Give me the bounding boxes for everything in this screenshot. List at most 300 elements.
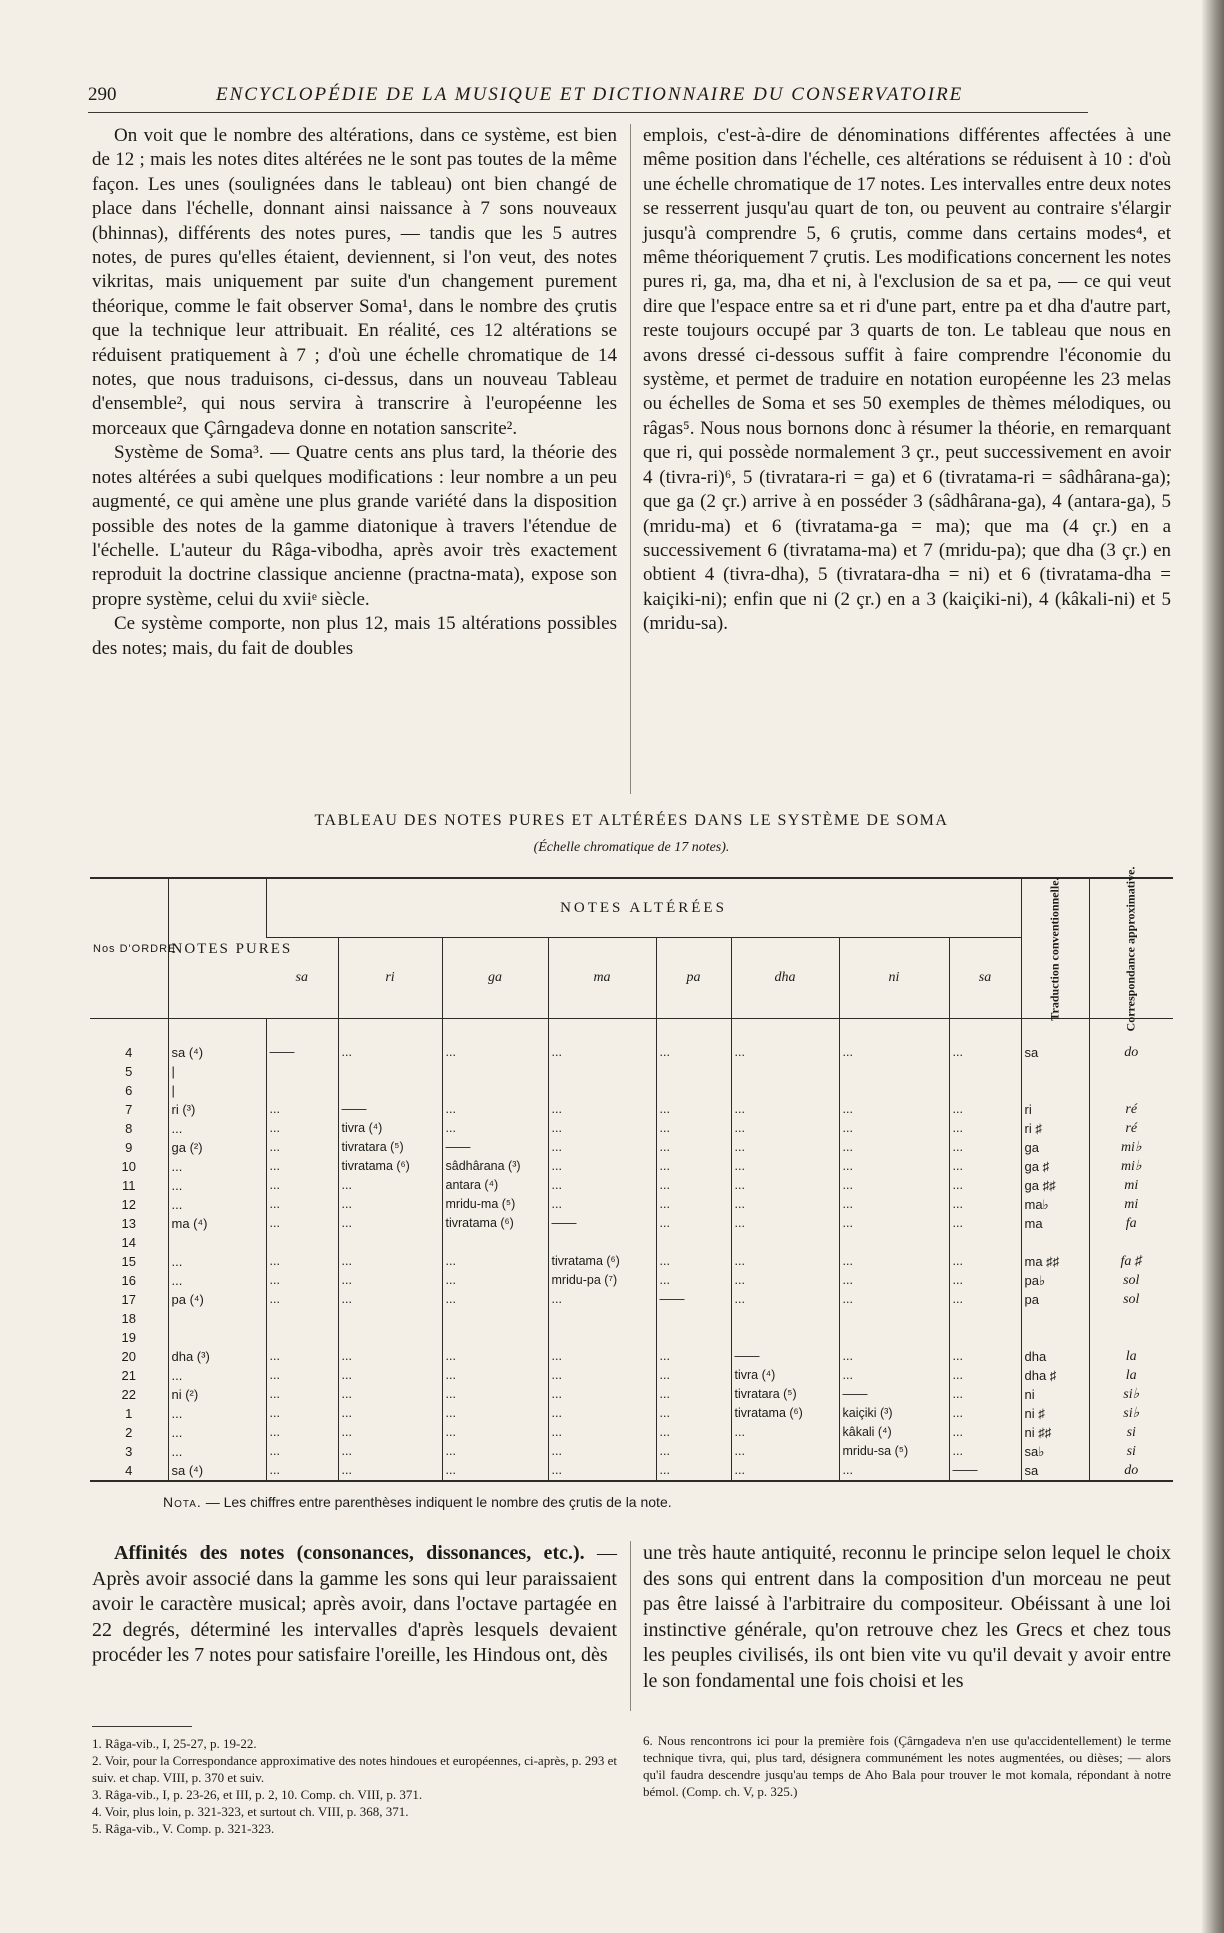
altered-note-cell: [338, 1062, 442, 1081]
subcolumn-header: sa: [266, 938, 338, 1019]
table-note-text: — Les chiffres entre parenthèses indiquent le nombre des çrutis de la note.: [201, 1494, 672, 1510]
left-column-top: [92, 124, 617, 661]
altered-note-cell: ...: [548, 1100, 656, 1119]
table-row: [90, 1157, 1173, 1176]
altered-note-cell: tivratama (⁶): [731, 1404, 839, 1423]
column-header-traduction-label: Traduction conventionnelle.: [1047, 876, 1062, 1021]
altered-note-cell: ...: [548, 1195, 656, 1214]
altered-note-cell: ——: [656, 1290, 731, 1309]
altered-note-cell: ...: [338, 1385, 442, 1404]
altered-note-cell: ...: [839, 1214, 949, 1233]
traduction-cell: ri: [1021, 1100, 1089, 1119]
altered-note-cell: [266, 1309, 338, 1328]
altered-note-cell: ...: [442, 1442, 548, 1461]
pure-note-cell: ...: [168, 1195, 266, 1214]
section-heading: Affinités des notes (consonances, dissonances, etc.).: [114, 1542, 585, 1564]
altered-note-cell: mridu-pa (⁷): [548, 1271, 656, 1290]
altered-note-cell: ...: [266, 1119, 338, 1138]
altered-note-cell: [266, 1233, 338, 1252]
table-spacer-row: [90, 1019, 1173, 1044]
subcolumn-header: pa: [656, 938, 731, 1019]
column-divider: [630, 1541, 631, 1711]
paragraph: une très haute antiquité, reconnu le principe selon lequel le choix des sons qui entrent dans la composition d'un morceau ne peut pas être laissé à l'arbitraire du compositeur. Obéissant à une loi instinctive générale, qu'on retrouve chez les Grecs et chez tous les peuples civilisés, ils ont bien vite vu qu'il devait y avoir entre le son fondamental une fois choisi et les: [643, 1542, 1171, 1692]
altered-note-cell: [442, 1233, 548, 1252]
traduction-cell: sa♭: [1021, 1442, 1089, 1461]
correspondance-cell: si: [1089, 1423, 1173, 1442]
altered-note-cell: ...: [839, 1043, 949, 1062]
table-row: [90, 1100, 1173, 1119]
table-row: [90, 1404, 1173, 1423]
altered-note-cell: ...: [338, 1214, 442, 1233]
order-number-cell: 13: [121, 1216, 136, 1231]
order-number-cell: 7: [125, 1102, 133, 1117]
order-number-cell: 20: [121, 1349, 136, 1364]
notes-table-body: [90, 1019, 1173, 1482]
pure-note-cell: ...: [168, 1252, 266, 1271]
traduction-cell: ma♭: [1021, 1195, 1089, 1214]
altered-note-cell: ...: [266, 1157, 338, 1176]
pure-note-cell: ...: [168, 1366, 266, 1385]
paragraph: [92, 1541, 617, 1669]
table-note: [163, 1494, 672, 1510]
correspondance-cell: mi: [1089, 1195, 1173, 1214]
altered-note-cell: [731, 1309, 839, 1328]
altered-note-cell: ...: [656, 1157, 731, 1176]
header-rule: [88, 112, 1088, 113]
table-subtitle: (Échelle chromatique de 17 notes).: [533, 840, 730, 855]
altered-note-cell: ...: [949, 1176, 1021, 1195]
altered-note-cell: [731, 1328, 839, 1347]
table-row: [90, 1309, 1173, 1328]
correspondance-cell: sol: [1089, 1290, 1173, 1309]
order-number-cell: 5: [125, 1064, 133, 1079]
correspondance-cell: mi♭: [1089, 1138, 1173, 1157]
paragraph: Système de Soma³. — Quatre cents ans plus tard, la théorie des notes altérées a subi quelques modifications : leur nombre a un peu augmenté, ce qui amène une plus grande variété dans la disposition possible des notes de la gamme diatonique à travers l'étendue de l'échelle. L'auteur du Râga-vibodha, après avoir très exactement reproduit la doctrine classique ancienne (practna-mata), expose son propre système, celui du xviiᵉ siècle.: [92, 442, 617, 610]
altered-note-cell: [548, 1062, 656, 1081]
traduction-cell: [1021, 1081, 1089, 1100]
altered-note-cell: tivratama (⁶): [548, 1252, 656, 1271]
traduction-cell: [1021, 1309, 1089, 1328]
altered-note-cell: tivratara (⁵): [731, 1385, 839, 1404]
altered-note-cell: kâkali (⁴): [839, 1423, 949, 1442]
altered-note-cell: ...: [656, 1461, 731, 1481]
correspondance-cell: mi: [1089, 1176, 1173, 1195]
altered-note-cell: ...: [266, 1461, 338, 1481]
altered-note-cell: ...: [656, 1385, 731, 1404]
altered-note-cell: ...: [338, 1043, 442, 1062]
altered-note-cell: [949, 1233, 1021, 1252]
table-row: [90, 1461, 1173, 1481]
table-row: [90, 1271, 1173, 1290]
correspondance-cell: [1089, 1081, 1173, 1100]
pure-note-cell: dha (³): [168, 1347, 266, 1366]
altered-note-cell: ...: [731, 1423, 839, 1442]
altered-note-cell: [656, 1309, 731, 1328]
altered-note-cell: [656, 1062, 731, 1081]
subcolumn-header: sa: [949, 938, 1021, 1019]
traduction-cell: pa♭: [1021, 1271, 1089, 1290]
altered-note-cell: [949, 1062, 1021, 1081]
pure-note-cell: |: [168, 1081, 266, 1100]
pure-note-cell: |: [168, 1062, 266, 1081]
pure-note-cell: ga (²): [168, 1138, 266, 1157]
footnote: 1. Râga-vib., I, 25-27, p. 19-22.: [92, 1736, 257, 1751]
altered-note-cell: ...: [731, 1271, 839, 1290]
altered-note-cell: ...: [656, 1043, 731, 1062]
correspondance-cell: do: [1089, 1043, 1173, 1062]
altered-note-cell: ...: [949, 1100, 1021, 1119]
altered-note-cell: ...: [949, 1043, 1021, 1062]
correspondance-cell: sol: [1089, 1271, 1173, 1290]
footnote: 2. Voir, pour la Correspondance approximative des notes hindoues et européennes, ci-après, p. 293 et suiv. et chap. VIII, p. 370 et suiv.: [92, 1753, 617, 1785]
traduction-cell: dha ♯: [1021, 1366, 1089, 1385]
altered-note-cell: ...: [731, 1252, 839, 1271]
altered-note-cell: ...: [656, 1100, 731, 1119]
order-number-cell: 14: [121, 1235, 136, 1250]
order-number-cell: 11: [122, 1178, 136, 1193]
altered-note-cell: ...: [731, 1176, 839, 1195]
table-row: [90, 1423, 1173, 1442]
altered-note-cell: [839, 1328, 949, 1347]
altered-note-cell: [949, 1081, 1021, 1100]
pure-note-cell: [168, 1328, 266, 1347]
altered-note-cell: [338, 1309, 442, 1328]
correspondance-cell: si♭: [1089, 1385, 1173, 1404]
altered-note-cell: ...: [442, 1461, 548, 1481]
order-number-cell: 10: [121, 1159, 136, 1174]
altered-note-cell: ...: [656, 1176, 731, 1195]
pure-note-cell: ma (⁴): [168, 1214, 266, 1233]
altered-note-cell: ...: [949, 1195, 1021, 1214]
altered-note-cell: ...: [949, 1290, 1021, 1309]
traduction-cell: sa: [1021, 1461, 1089, 1481]
correspondance-cell: la: [1089, 1366, 1173, 1385]
table-row: [90, 1081, 1173, 1100]
altered-note-cell: ...: [731, 1138, 839, 1157]
altered-note-cell: ...: [656, 1138, 731, 1157]
altered-note-cell: ...: [731, 1119, 839, 1138]
altered-note-cell: ...: [839, 1461, 949, 1481]
altered-note-cell: ...: [949, 1138, 1021, 1157]
subcolumn-header: ga: [442, 938, 548, 1019]
altered-note-cell: tivra (⁴): [338, 1119, 442, 1138]
altered-note-cell: ...: [949, 1119, 1021, 1138]
altered-note-cell: [548, 1081, 656, 1100]
altered-note-cell: ...: [338, 1461, 442, 1481]
altered-note-cell: [338, 1328, 442, 1347]
order-number-cell: 9: [125, 1140, 133, 1155]
correspondance-cell: si♭: [1089, 1404, 1173, 1423]
altered-note-cell: ...: [656, 1252, 731, 1271]
pure-note-cell: ...: [168, 1119, 266, 1138]
column-header-order: Nos D'ORDRE: [90, 878, 168, 1019]
altered-note-cell: ...: [442, 1366, 548, 1385]
correspondance-cell: si: [1089, 1442, 1173, 1461]
altered-note-cell: ...: [949, 1366, 1021, 1385]
altered-note-cell: ...: [731, 1043, 839, 1062]
correspondance-cell: ré: [1089, 1100, 1173, 1119]
traduction-cell: ni: [1021, 1385, 1089, 1404]
pure-note-cell: ni (²): [168, 1385, 266, 1404]
altered-note-cell: ...: [839, 1100, 949, 1119]
altered-note-cell: [548, 1233, 656, 1252]
traduction-cell: ga: [1021, 1138, 1089, 1157]
altered-note-cell: ——: [839, 1385, 949, 1404]
altered-note-cell: ...: [548, 1385, 656, 1404]
paragraph: emplois, c'est-à-dire de dénominations différentes affectées à une même position dans l'échelle, ces altérations se réduisent à 10 : d'où une échelle chromatique de 17 notes. Les intervalles entre deux notes se resserrent jusqu'au quart de ton, ou peuvent au contraire s'élargir jusqu'à comprendre 5, 6 çrutis, comme dans certains modes⁴, et même théoriquement 7 çrutis. Les modifications concernent les notes pures ri, ga, ma, dha et ni, à l'exclusion de sa et pa, — ce qui veut dire que l'espace entre sa et ri d'une part, entre pa et dha d'autre part, reste toujours occupé par 3 quarts de ton. Le tableau que nous en avons dressé ci-dessous suffit à faire comprendre l'économie du système, et permet de traduire en notation européenne les 23 melas ou échelles de Soma et ses 50 exemples de thèmes mélodiques, ou râgas⁵. Nous nous bornons donc à résumer la théorie, en remarquant que ri, qui possède normalement 3 çr., peut successivement en avoir 4 (tivra-ri)⁶, 5 (tivratara-ri = ga) et 6 (tivratama-ri = sâdhârana-ga); que ga (2 çr.) arrive à en posséder 3 (sâdhârana-ga), 4 (antara-ga), 5 (mridu-ma) et 6 (tivratama-ga = ma); que ma (4 çr.) en a successivement 6 (tivratama-ma) et 7 (mridu-pa); que dha (3 çr.) en obtient 4 (tivra-dha), 5 (tivratara-dha = ni) et 6 (tivratama-dha = kaiçiki-ni); enfin que ni (2 çr.) en a 3 (kaiçiki-ni), 4 (kâkali-ni) et 5 (mridu-sa).: [643, 125, 1171, 635]
altered-note-cell: ...: [266, 1100, 338, 1119]
table-row: [90, 1347, 1173, 1366]
altered-note-cell: ...: [266, 1290, 338, 1309]
correspondance-cell: [1089, 1062, 1173, 1081]
altered-note-cell: [442, 1328, 548, 1347]
altered-note-cell: sâdhârana (³): [442, 1157, 548, 1176]
altered-note-cell: ...: [656, 1214, 731, 1233]
altered-note-cell: ...: [656, 1119, 731, 1138]
traduction-cell: [1021, 1328, 1089, 1347]
order-number-cell: 4: [125, 1045, 133, 1060]
footnote: 3. Râga-vib., I, p. 23-26, et III, p. 2, 10. Comp. ch. VIII, p. 371.: [92, 1787, 423, 1802]
altered-note-cell: [949, 1328, 1021, 1347]
footnote: 4. Voir, plus loin, p. 321-323, et surtout ch. VIII, p. 368, 371.: [92, 1804, 409, 1819]
altered-note-cell: [839, 1309, 949, 1328]
correspondance-cell: [1089, 1233, 1173, 1252]
column-header-correspondance: [1089, 866, 1173, 1031]
altered-note-cell: ——: [442, 1138, 548, 1157]
altered-note-cell: ...: [731, 1100, 839, 1119]
altered-note-cell: ...: [338, 1195, 442, 1214]
pure-note-cell: [168, 1309, 266, 1328]
pure-note-cell: [168, 1233, 266, 1252]
subcolumn-header: ni: [839, 938, 949, 1019]
altered-note-cell: [442, 1081, 548, 1100]
table-row: [90, 1328, 1173, 1347]
altered-note-cell: [656, 1328, 731, 1347]
page-header: [88, 84, 1088, 114]
correspondance-cell: mi♭: [1089, 1157, 1173, 1176]
altered-note-cell: [266, 1328, 338, 1347]
altered-note-cell: ...: [731, 1214, 839, 1233]
table-row: [90, 1138, 1173, 1157]
altered-note-cell: ...: [266, 1271, 338, 1290]
right-column-bottom: [643, 1541, 1171, 1695]
altered-note-cell: ...: [839, 1195, 949, 1214]
altered-note-cell: [839, 1233, 949, 1252]
altered-note-cell: ...: [731, 1157, 839, 1176]
table-row: [90, 1385, 1173, 1404]
notes-table: [90, 866, 1173, 1478]
altered-note-cell: [839, 1081, 949, 1100]
altered-note-cell: [731, 1062, 839, 1081]
altered-note-cell: ...: [656, 1423, 731, 1442]
altered-note-cell: ...: [731, 1195, 839, 1214]
altered-note-cell: ...: [442, 1385, 548, 1404]
pure-note-cell: ...: [168, 1271, 266, 1290]
altered-note-cell: ...: [949, 1252, 1021, 1271]
pure-note-cell: ...: [168, 1423, 266, 1442]
correspondance-cell: la: [1089, 1347, 1173, 1366]
subcolumn-header: ma: [548, 938, 656, 1019]
altered-note-cell: [656, 1233, 731, 1252]
altered-note-cell: ...: [266, 1252, 338, 1271]
altered-note-cell: ...: [442, 1290, 548, 1309]
altered-note-cell: ...: [548, 1138, 656, 1157]
pure-note-cell: sa (⁴): [168, 1043, 266, 1062]
order-number-cell: 12: [121, 1197, 136, 1212]
altered-note-cell: ...: [839, 1157, 949, 1176]
altered-note-cell: ...: [338, 1404, 442, 1423]
left-column-bottom: [92, 1541, 617, 1669]
altered-note-cell: ...: [338, 1442, 442, 1461]
table-title: TABLEAU DES NOTES PURES ET ALTÉRÉES DANS LE SYSTÈME DE SOMA: [314, 812, 949, 829]
altered-note-cell: ...: [949, 1214, 1021, 1233]
altered-note-cell: ...: [656, 1271, 731, 1290]
altered-note-cell: ——: [548, 1214, 656, 1233]
altered-note-cell: ...: [731, 1290, 839, 1309]
altered-note-cell: ...: [839, 1119, 949, 1138]
altered-note-cell: ...: [338, 1423, 442, 1442]
order-number-cell: 6: [125, 1083, 133, 1098]
altered-note-cell: ...: [949, 1404, 1021, 1423]
altered-note-cell: ...: [949, 1423, 1021, 1442]
order-number-cell: 16: [121, 1273, 136, 1288]
paragraph-text: — Après avoir associé dans la gamme les sons qui leur paraissaient avoir le caractère musical; après avoir, dans l'octave partagée en 22 degrés, déterminé les intervalles d'après lesquels devaient procéder les 7 notes pour satisfaire l'oreille, les Hindous ont, dès: [92, 1542, 617, 1667]
altered-note-cell: ...: [731, 1461, 839, 1481]
altered-note-cell: ——: [338, 1100, 442, 1119]
running-head: ENCYCLOPÉDIE DE LA MUSIQUE ET DICTIONNAIRE DU CONSERVATOIRE: [216, 84, 964, 105]
altered-note-cell: ...: [338, 1176, 442, 1195]
notes-table-grid: [90, 866, 1173, 1482]
altered-note-cell: [548, 1309, 656, 1328]
subcolumn-header: dha: [731, 938, 839, 1019]
page-number: 290: [88, 84, 117, 105]
altered-note-cell: tivratama (⁶): [442, 1214, 548, 1233]
altered-note-cell: [731, 1233, 839, 1252]
altered-note-cell: [266, 1081, 338, 1100]
subcolumn-header: ri: [338, 938, 442, 1019]
altered-note-cell: ...: [266, 1176, 338, 1195]
order-number-cell: 4: [125, 1463, 133, 1478]
altered-note-cell: ...: [266, 1385, 338, 1404]
order-number-cell: 22: [121, 1387, 136, 1402]
traduction-cell: dha: [1021, 1347, 1089, 1366]
altered-note-cell: kaiçiki (³): [839, 1404, 949, 1423]
altered-note-cell: ...: [656, 1347, 731, 1366]
altered-note-cell: ...: [442, 1252, 548, 1271]
pure-note-cell: pa (⁴): [168, 1290, 266, 1309]
altered-note-cell: [266, 1062, 338, 1081]
correspondance-cell: ré: [1089, 1119, 1173, 1138]
altered-note-cell: [338, 1081, 442, 1100]
traduction-cell: sa: [1021, 1043, 1089, 1062]
altered-note-cell: ...: [442, 1043, 548, 1062]
altered-note-cell: mridu-sa (⁵): [839, 1442, 949, 1461]
altered-note-cell: ...: [548, 1176, 656, 1195]
altered-note-cell: ...: [839, 1347, 949, 1366]
altered-note-cell: ...: [338, 1271, 442, 1290]
traduction-cell: ga ♯♯: [1021, 1176, 1089, 1195]
altered-note-cell: ...: [548, 1157, 656, 1176]
correspondance-cell: [1089, 1328, 1173, 1347]
altered-note-cell: ...: [442, 1423, 548, 1442]
column-divider: [630, 124, 631, 794]
altered-note-cell: ...: [266, 1138, 338, 1157]
altered-note-cell: ...: [656, 1404, 731, 1423]
traduction-cell: ni ♯: [1021, 1404, 1089, 1423]
altered-note-cell: ...: [548, 1461, 656, 1481]
altered-note-cell: tivratama (⁶): [338, 1157, 442, 1176]
table-row: [90, 1043, 1173, 1062]
altered-note-cell: ...: [949, 1385, 1021, 1404]
altered-note-cell: ...: [548, 1366, 656, 1385]
pure-note-cell: ri (³): [168, 1100, 266, 1119]
altered-note-cell: ...: [266, 1195, 338, 1214]
altered-note-cell: mridu-ma (⁵): [442, 1195, 548, 1214]
table-row: [90, 1195, 1173, 1214]
altered-note-cell: [656, 1081, 731, 1100]
correspondance-cell: fa ♯: [1089, 1252, 1173, 1271]
traduction-cell: ma: [1021, 1214, 1089, 1233]
order-number-cell: 3: [125, 1444, 133, 1459]
correspondance-cell: do: [1089, 1461, 1173, 1481]
altered-note-cell: ...: [949, 1271, 1021, 1290]
altered-note-cell: [548, 1328, 656, 1347]
altered-note-cell: ...: [839, 1138, 949, 1157]
altered-note-cell: ...: [338, 1252, 442, 1271]
altered-note-cell: ...: [839, 1290, 949, 1309]
altered-note-cell: ...: [839, 1366, 949, 1385]
table-note-label: Nota.: [163, 1494, 202, 1510]
altered-note-cell: ...: [839, 1176, 949, 1195]
altered-note-cell: ...: [548, 1423, 656, 1442]
altered-note-cell: [442, 1062, 548, 1081]
table-row: [90, 1252, 1173, 1271]
altered-note-cell: ...: [656, 1195, 731, 1214]
traduction-cell: [1021, 1233, 1089, 1252]
table-row: [90, 1119, 1173, 1138]
altered-note-cell: ...: [266, 1366, 338, 1385]
table-row: [90, 1062, 1173, 1081]
column-header-traduction: [1021, 878, 1089, 1019]
altered-note-cell: ...: [731, 1442, 839, 1461]
altered-note-cell: ...: [839, 1252, 949, 1271]
correspondance-cell: [1089, 1309, 1173, 1328]
order-number-cell: 2: [125, 1425, 133, 1440]
altered-note-cell: ——: [949, 1461, 1021, 1481]
table-row: [90, 1233, 1173, 1252]
altered-note-cell: ...: [442, 1271, 548, 1290]
table-row: [90, 1442, 1173, 1461]
pure-note-cell: ...: [168, 1176, 266, 1195]
altered-note-cell: ...: [548, 1290, 656, 1309]
altered-note-cell: ...: [338, 1290, 442, 1309]
altered-note-cell: ...: [548, 1404, 656, 1423]
footnote: 5. Râga-vib., V. Comp. p. 321-323.: [92, 1821, 275, 1836]
order-number-cell: 17: [121, 1292, 136, 1307]
traduction-cell: pa: [1021, 1290, 1089, 1309]
column-header-correspondance-label: Correspondance approximative.: [1123, 866, 1138, 1031]
altered-note-cell: ...: [548, 1347, 656, 1366]
altered-note-cell: ...: [266, 1214, 338, 1233]
traduction-cell: ga ♯: [1021, 1157, 1089, 1176]
altered-note-cell: ...: [338, 1347, 442, 1366]
pure-note-cell: ...: [168, 1157, 266, 1176]
order-number-cell: 21: [121, 1368, 136, 1383]
table-row: [90, 1214, 1173, 1233]
table-row: [90, 1176, 1173, 1195]
right-column-top: [643, 124, 1171, 637]
altered-note-cell: ...: [949, 1347, 1021, 1366]
